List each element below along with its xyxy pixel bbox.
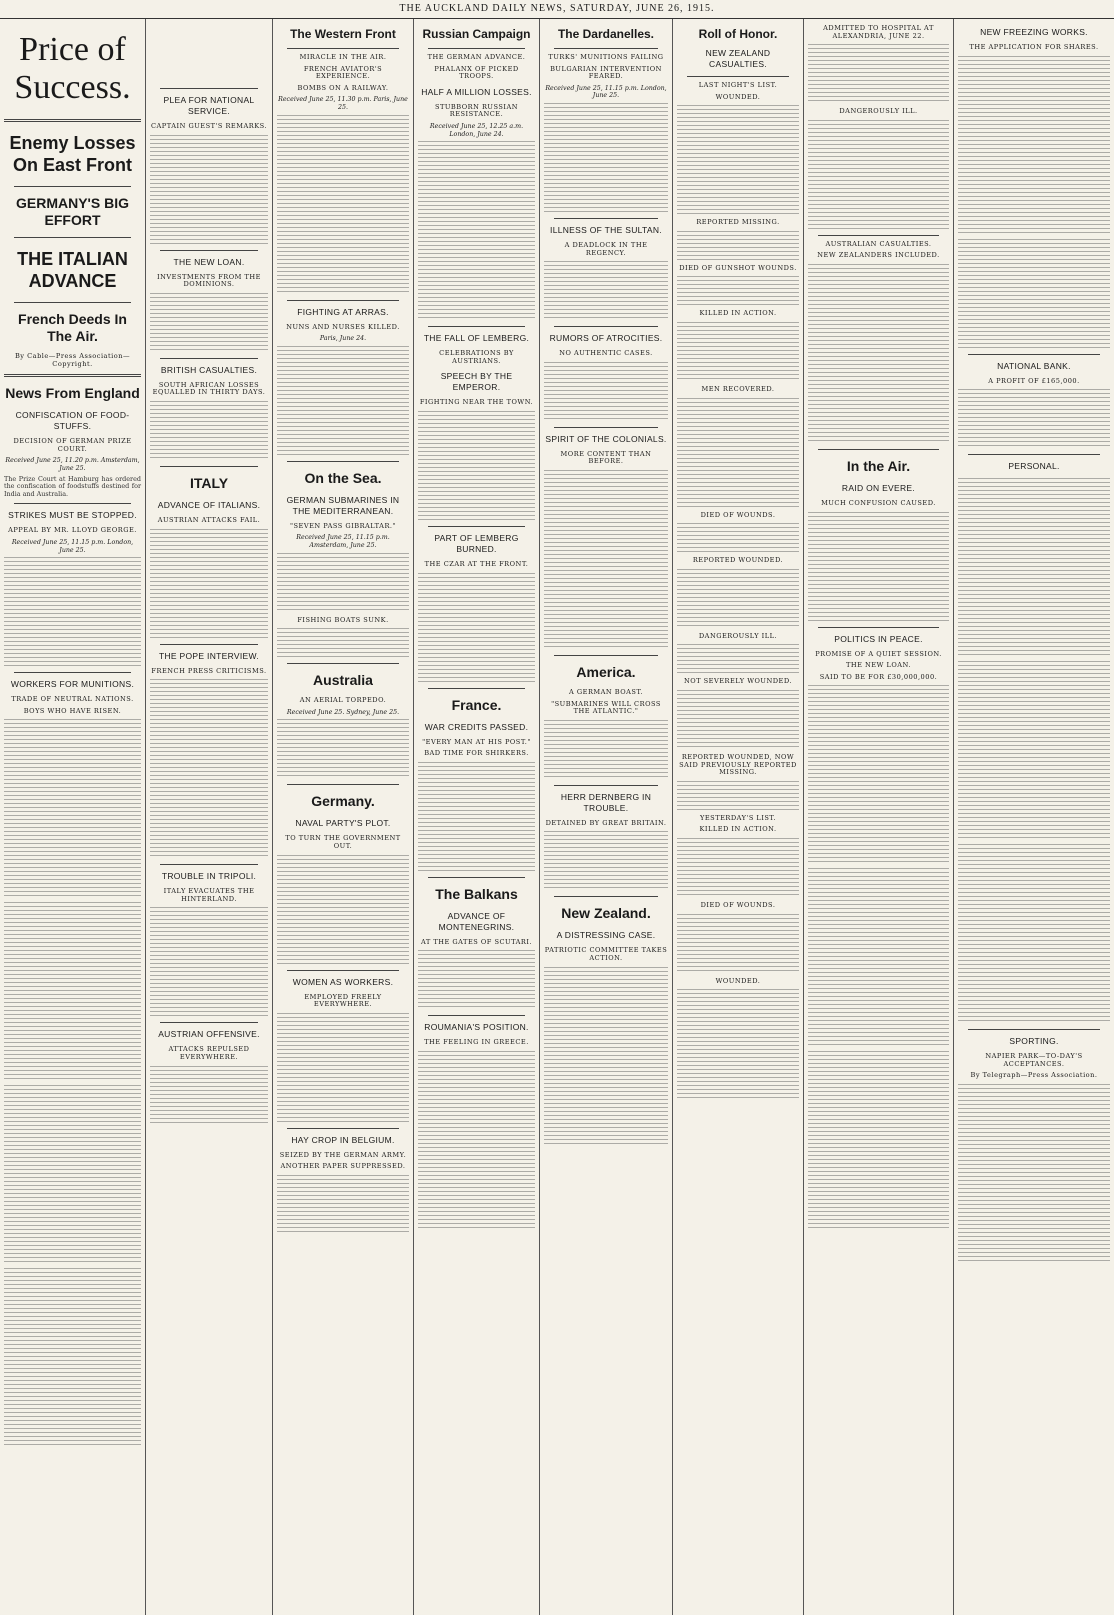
subhead-italians: ADVANCE OF ITALIANS. (157, 499, 261, 510)
subhead-killed-2: KILLED IN ACTION. (699, 825, 777, 834)
article-body (544, 261, 668, 321)
section-australia: Australia (313, 672, 373, 689)
newspaper-masthead: THE AUCKLAND DAILY NEWS, SATURDAY, JUNE 26, 1915. (0, 0, 1114, 19)
subhead-employed: EMPLOYED FREELY EVERYWHERE. (304, 992, 382, 1009)
subhead-hay: HAY CROP IN BELGIUM. (291, 1134, 395, 1145)
column-7 (804, 19, 954, 1615)
subhead-distressing: A DISTRESSING CASE. (556, 930, 656, 941)
article-body (544, 103, 668, 213)
subhead-miracle: MIRACLE IN THE AIR. (299, 53, 387, 61)
subhead-every-man: "EVERY MAN AT HIS POST." (422, 737, 531, 746)
casualty-list (808, 44, 949, 104)
subhead-resistance: STUBBORN RUSSIAN RESISTANCE. (434, 102, 519, 119)
headline-french-air: French Deeds In The Air. (18, 311, 127, 344)
subhead-recovered: MEN RECOVERED. (701, 384, 775, 393)
subhead-patriotic: PATRIOTIC COMMITTEE TAKES ACTION. (544, 946, 668, 962)
column-1 (0, 19, 146, 1615)
section-america: America. (576, 663, 636, 680)
subhead-dangerously-ill: DANGEROUSLY ILL. (698, 631, 778, 640)
subhead-austrian-offensive: AUSTRIAN OFFENSIVE. (158, 1029, 260, 1040)
article-body (808, 264, 949, 444)
subhead-trade: TRADE OF NEUTRAL NATIONS. (11, 695, 134, 704)
subhead-roumania: ROUMANIA'S POSITION. (424, 1022, 529, 1033)
article-text: The Prize Court at Hamburg has ordered the confiscation of foodstuffs destined for India and Australia. (4, 474, 141, 498)
lead-headline: Price of Success. (14, 31, 131, 106)
subhead-seized: SEIZED BY THE GERMAN ARMY. (279, 1150, 407, 1159)
subhead-national-bank: NATIONAL BANK. (997, 360, 1071, 371)
section-russian-campaign: Russian Campaign (422, 27, 531, 41)
column-6 (673, 19, 804, 1615)
subhead-content: MORE CONTENT THAN BEFORE. (560, 449, 652, 466)
column-8 (954, 19, 1114, 1615)
subhead-evere: RAID ON EVERE. (841, 482, 916, 493)
subhead-munitions-failing: TURKS' MUNITIONS FAILING (548, 53, 664, 61)
article-body (958, 1084, 1110, 1264)
casualty-list (677, 914, 799, 974)
subhead-emperor: SPEECH BY THE EMPEROR. (440, 371, 513, 393)
section-balkans: The Balkans (435, 885, 518, 902)
section-italy: ITALY (189, 474, 229, 491)
subhead-strikes: STRIKES MUST BE STOPPED. (8, 510, 137, 521)
article-body (808, 1051, 949, 1231)
article-body (958, 478, 1110, 658)
subhead-boys: BOYS WHO HAVE RISEN. (23, 706, 122, 715)
subhead-colonials: SPIRIT OF THE COLONIALS. (545, 433, 667, 444)
subhead-repulsed: ATTACKS REPULSED EVERYWHERE. (168, 1045, 250, 1061)
article-body (544, 967, 668, 1147)
casualty-list (677, 105, 799, 215)
column-2 (146, 19, 273, 1615)
subhead-bulgarian: BULGARIAN INTERVENTION FEARED. (550, 64, 662, 81)
subhead-nz-casualties: NEW ZEALAND CASUALTIES. (705, 48, 771, 69)
subhead-fighting-near: FIGHTING NEAR THE TOWN. (419, 398, 534, 407)
article-body (150, 907, 268, 1017)
casualty-list (677, 838, 799, 898)
article-body (544, 362, 668, 422)
casualty-list (677, 322, 799, 382)
column-5 (540, 19, 673, 1615)
subhead-previously-missing: REPORTED WOUNDED, NOW SAID PREVIOUSLY REPORTED MISSING. (679, 752, 797, 777)
subhead-atrocities: RUMORS OF ATROCITIES. (549, 333, 663, 344)
dateline: Received June 25, 11.15 p.m. London, June 25. (11, 538, 134, 554)
section-on-the-sea: On the Sea. (304, 469, 382, 486)
subhead-died-wounds: DIED OF WOUNDS. (700, 510, 776, 519)
subhead-atlantic: "SUBMARINES WILL CROSS THE ATLANTIC." (551, 699, 661, 716)
casualty-list (677, 569, 799, 629)
subhead-australian-casualties: AUSTRALIAN CASUALTIES. (825, 239, 932, 248)
article-body (150, 401, 268, 461)
subhead-pope: THE POPE INTERVIEW. (158, 650, 259, 661)
subhead-austrian-attacks: AUSTRIAN ATTACKS FAIL. (157, 515, 261, 524)
column-4 (414, 19, 540, 1615)
section-dardanelles: The Dardanelles. (557, 27, 655, 41)
headline-italian-advance: THE ITALIAN ADVANCE (17, 249, 128, 291)
casualty-list (677, 231, 799, 261)
casualty-list (677, 781, 799, 811)
subhead-munitions: WORKERS FOR MUNITIONS. (10, 679, 135, 690)
subhead-confiscation: CONFISCATION OF FOOD-STUFFS. (15, 410, 130, 432)
article-body (150, 135, 268, 245)
subhead-telegraph: By Telegraph—Press Association. (970, 1071, 1098, 1080)
subhead-reported-wounded: REPORTED WOUNDED. (692, 556, 784, 565)
subhead-sultan: ILLNESS OF THE SULTAN. (550, 224, 662, 235)
subhead-profit: A PROFIT OF £165,000. (988, 376, 1080, 385)
article-body (958, 844, 1110, 1024)
casualty-list (677, 523, 799, 553)
subhead-german-advance: THE GERMAN ADVANCE. (427, 53, 526, 61)
subhead-paper: ANOTHER PAPER SUPPRESSED. (280, 1162, 406, 1171)
subhead-greece: THE FEELING IN GREECE. (424, 1038, 529, 1047)
casualty-list (677, 690, 799, 750)
article-body (277, 1175, 409, 1235)
article-body (418, 950, 535, 1010)
subhead-torpedo: AN AERIAL TORPEDO. (299, 696, 387, 705)
section-new-zealand: New Zealand. (561, 905, 651, 922)
subhead-government: TO TURN THE GOVERNMENT OUT. (285, 834, 401, 850)
section-news-england: News From England (5, 385, 140, 402)
article-body (958, 239, 1110, 349)
subhead-wounded-2: WOUNDED. (715, 976, 761, 985)
article-body (418, 573, 535, 683)
article-body (418, 762, 535, 872)
subhead-lemberg-burned: PART OF LEMBERG BURNED. (434, 532, 519, 554)
subhead-women: WOMEN AS WORKERS. (292, 976, 394, 987)
subhead-quiet: PROMISE OF A QUIET SESSION. (815, 649, 942, 658)
article-body (418, 141, 535, 321)
casualty-list (677, 398, 799, 508)
subhead-naval-plot: NAVAL PARTY'S PLOT. (295, 818, 391, 829)
subhead-wounded: WOUNDED. (715, 92, 761, 101)
subhead-regency: A DEADLOCK IN THE REGENCY. (564, 240, 648, 257)
article-body (277, 115, 409, 295)
subhead-guest: CAPTAIN GUEST'S REMARKS. (150, 122, 268, 130)
article-body (277, 346, 409, 456)
article-body (277, 553, 409, 613)
subhead-war-credits: WAR CREDITS PASSED. (424, 721, 529, 732)
casualty-list (677, 644, 799, 674)
subhead-personal: PERSONAL. (1008, 461, 1060, 472)
subhead-plea: PLEA FOR NATIONAL SERVICE. (163, 95, 255, 116)
dateline: Received June 25. Sydney, June 25. (286, 708, 400, 716)
article-body (277, 1013, 409, 1123)
article-body (958, 389, 1110, 449)
headline-germany-effort: GERMANY'S BIG EFFORT (15, 195, 129, 228)
subhead-investments: INVESTMENTS FROM THE DOMINIONS. (157, 272, 261, 289)
dateline: Received June 25, 11.15 p.m. Amsterdam, June 25. (296, 534, 390, 549)
subhead-shirkers: BAD TIME FOR SHIRKERS. (424, 749, 529, 758)
subhead-dernberg: HERR DERNBERG IN TROUBLE. (560, 791, 652, 813)
subhead-french-press: FRENCH PRESS CRITICISMS. (151, 666, 267, 675)
subhead-fishing: FISHING BOATS SUNK. (297, 615, 389, 624)
subhead-bombs: BOMBS ON A RAILWAY. (297, 83, 389, 92)
casualty-list (677, 276, 799, 306)
subhead-detained: DETAINED BY GREAT BRITAIN. (545, 818, 667, 827)
column-3 (273, 19, 414, 1615)
subhead-evacuates: ITALY EVACUATES THE HINTERLAND. (163, 887, 255, 903)
subhead-napier: NAPIER PARK—TO-DAY'S ACCEPTANCES. (985, 1052, 1083, 1068)
subhead-died-wounds-2: DIED OF WOUNDS. (700, 900, 776, 909)
article-body (544, 831, 668, 891)
subhead-gunshot: DIED OF GUNSHOT WOUNDS. (679, 263, 797, 272)
article-body (808, 512, 949, 622)
subhead-aviator: FRENCH AVIATOR'S EXPERIENCE. (303, 64, 383, 81)
subhead-submarines: GERMAN SUBMARINES IN THE MEDITERRANEAN. (286, 494, 400, 516)
dateline: Received June 25, 11.30 p.m. Paris, June 25. (278, 96, 408, 111)
subhead-gibraltar: "SEVEN PASS GIBRALTAR." (289, 521, 397, 530)
subhead-shares: THE APPLICATION FOR SHARES. (969, 43, 1099, 51)
subhead-alexandria: ADMITTED TO HOSPITAL AT ALEXANDRIA, JUNE 22. (823, 24, 934, 40)
section-in-the-air: In the Air. (846, 457, 911, 474)
article-body (4, 902, 141, 1082)
subhead-missing: REPORTED MISSING. (696, 218, 780, 227)
subhead-british-casualties: BRITISH CASUALTIES. (160, 364, 258, 375)
article-body (150, 1066, 268, 1126)
subhead-nz-included: NEW ZEALANDERS INCLUDED. (817, 251, 940, 260)
casualty-list (677, 989, 799, 1099)
subhead-fall-lemberg: THE FALL OF LEMBERG. (423, 333, 530, 344)
cable-credit: By Cable—Press Association—Copyright. (14, 352, 131, 368)
article-body (277, 855, 409, 965)
headline-enemy-losses: Enemy Losses On East Front (9, 133, 136, 175)
section-france: France. (451, 696, 502, 713)
article-body (418, 1051, 535, 1231)
article-body (277, 719, 409, 779)
subhead-arras: FIGHTING AT ARRAS. (297, 306, 389, 317)
subhead-scutari: AT THE GATES OF SCUTARI. (420, 937, 533, 946)
subhead-not-severely: NOT SEVERELY WOUNDED. (683, 677, 792, 686)
subhead-montenegrins: ADVANCE OF MONTENEGRINS. (438, 910, 515, 932)
dateline: Received June 25, 11.15 p.m. London, June 25. (545, 84, 667, 100)
article-body (150, 293, 268, 353)
article-body (4, 719, 141, 899)
article-body (544, 470, 668, 650)
subhead-phalanx: PHALANX OF PICKED TROOPS. (434, 64, 519, 81)
article-body (958, 661, 1110, 841)
subhead-sporting: SPORTING. (1009, 1036, 1059, 1047)
subhead-politics: POLITICS IN PEACE. (834, 633, 923, 644)
subhead-new-loan: THE NEW LOAN. (845, 661, 911, 670)
subhead-authentic: NO AUTHENTIC CASES. (559, 349, 653, 358)
section-western-front: The Western Front (290, 27, 396, 41)
article-body (808, 868, 949, 1048)
article-body (150, 529, 268, 639)
dateline: Paris, June 24. (319, 335, 367, 343)
subhead-czar: THE CZAR AT THE FRONT. (424, 559, 529, 568)
subhead-confusion: MUCH CONFUSION CAUSED. (821, 498, 936, 507)
dateline: Received June 25, 11.20 p.m. Amsterdam, June 25. (5, 457, 140, 472)
dateline: Received June 25, 12.25 a.m. London, June 24. (429, 122, 524, 138)
subhead-freezing-works: NEW FREEZING WORKS. (980, 27, 1088, 37)
subhead-killed: KILLED IN ACTION. (699, 309, 777, 318)
article-body (544, 720, 668, 780)
subhead-prize-court: DECISION OF GERMAN PRIZE COURT. (13, 437, 132, 453)
subhead-tripoli: TROUBLE IN TRIPOLI. (161, 871, 257, 882)
article-body (277, 628, 409, 658)
subhead-last-night: LAST NIGHT'S LIST. (698, 81, 778, 89)
subhead-nuns: NUNS AND NURSES KILLED. (286, 322, 400, 331)
subhead-south-african: SOUTH AFRICAN LOSSES EQUALLED IN THIRTY DAYS. (152, 380, 266, 397)
subhead-30-million: SAID TO BE FOR £30,000,000. (819, 672, 938, 681)
newspaper-page (0, 19, 1114, 1615)
subhead-yesterday: YESTERDAY'S LIST. (700, 813, 776, 822)
article-body (958, 56, 1110, 236)
article-body (808, 685, 949, 865)
article-body (150, 679, 268, 859)
section-germany: Germany. (311, 793, 375, 810)
subhead-half-million: HALF A MILLION LOSSES. (421, 86, 532, 97)
casualty-list (808, 120, 949, 230)
subhead-celebrations: CELEBRATIONS BY AUSTRIANS. (439, 349, 514, 365)
article-body (4, 1268, 141, 1448)
subhead-appeal: APPEAL BY MR. LLOYD GEORGE. (8, 526, 137, 535)
article-body (4, 557, 141, 667)
subhead-german-boast: A GERMAN BOAST. (569, 687, 643, 696)
article-body (418, 411, 535, 521)
section-roll-of-honor: Roll of Honor. (698, 27, 778, 41)
article-body (4, 1085, 141, 1265)
subhead-new-loan: THE NEW LOAN. (173, 256, 245, 267)
subhead-dangerously-ill: DANGEROUSLY ILL. (839, 107, 918, 116)
